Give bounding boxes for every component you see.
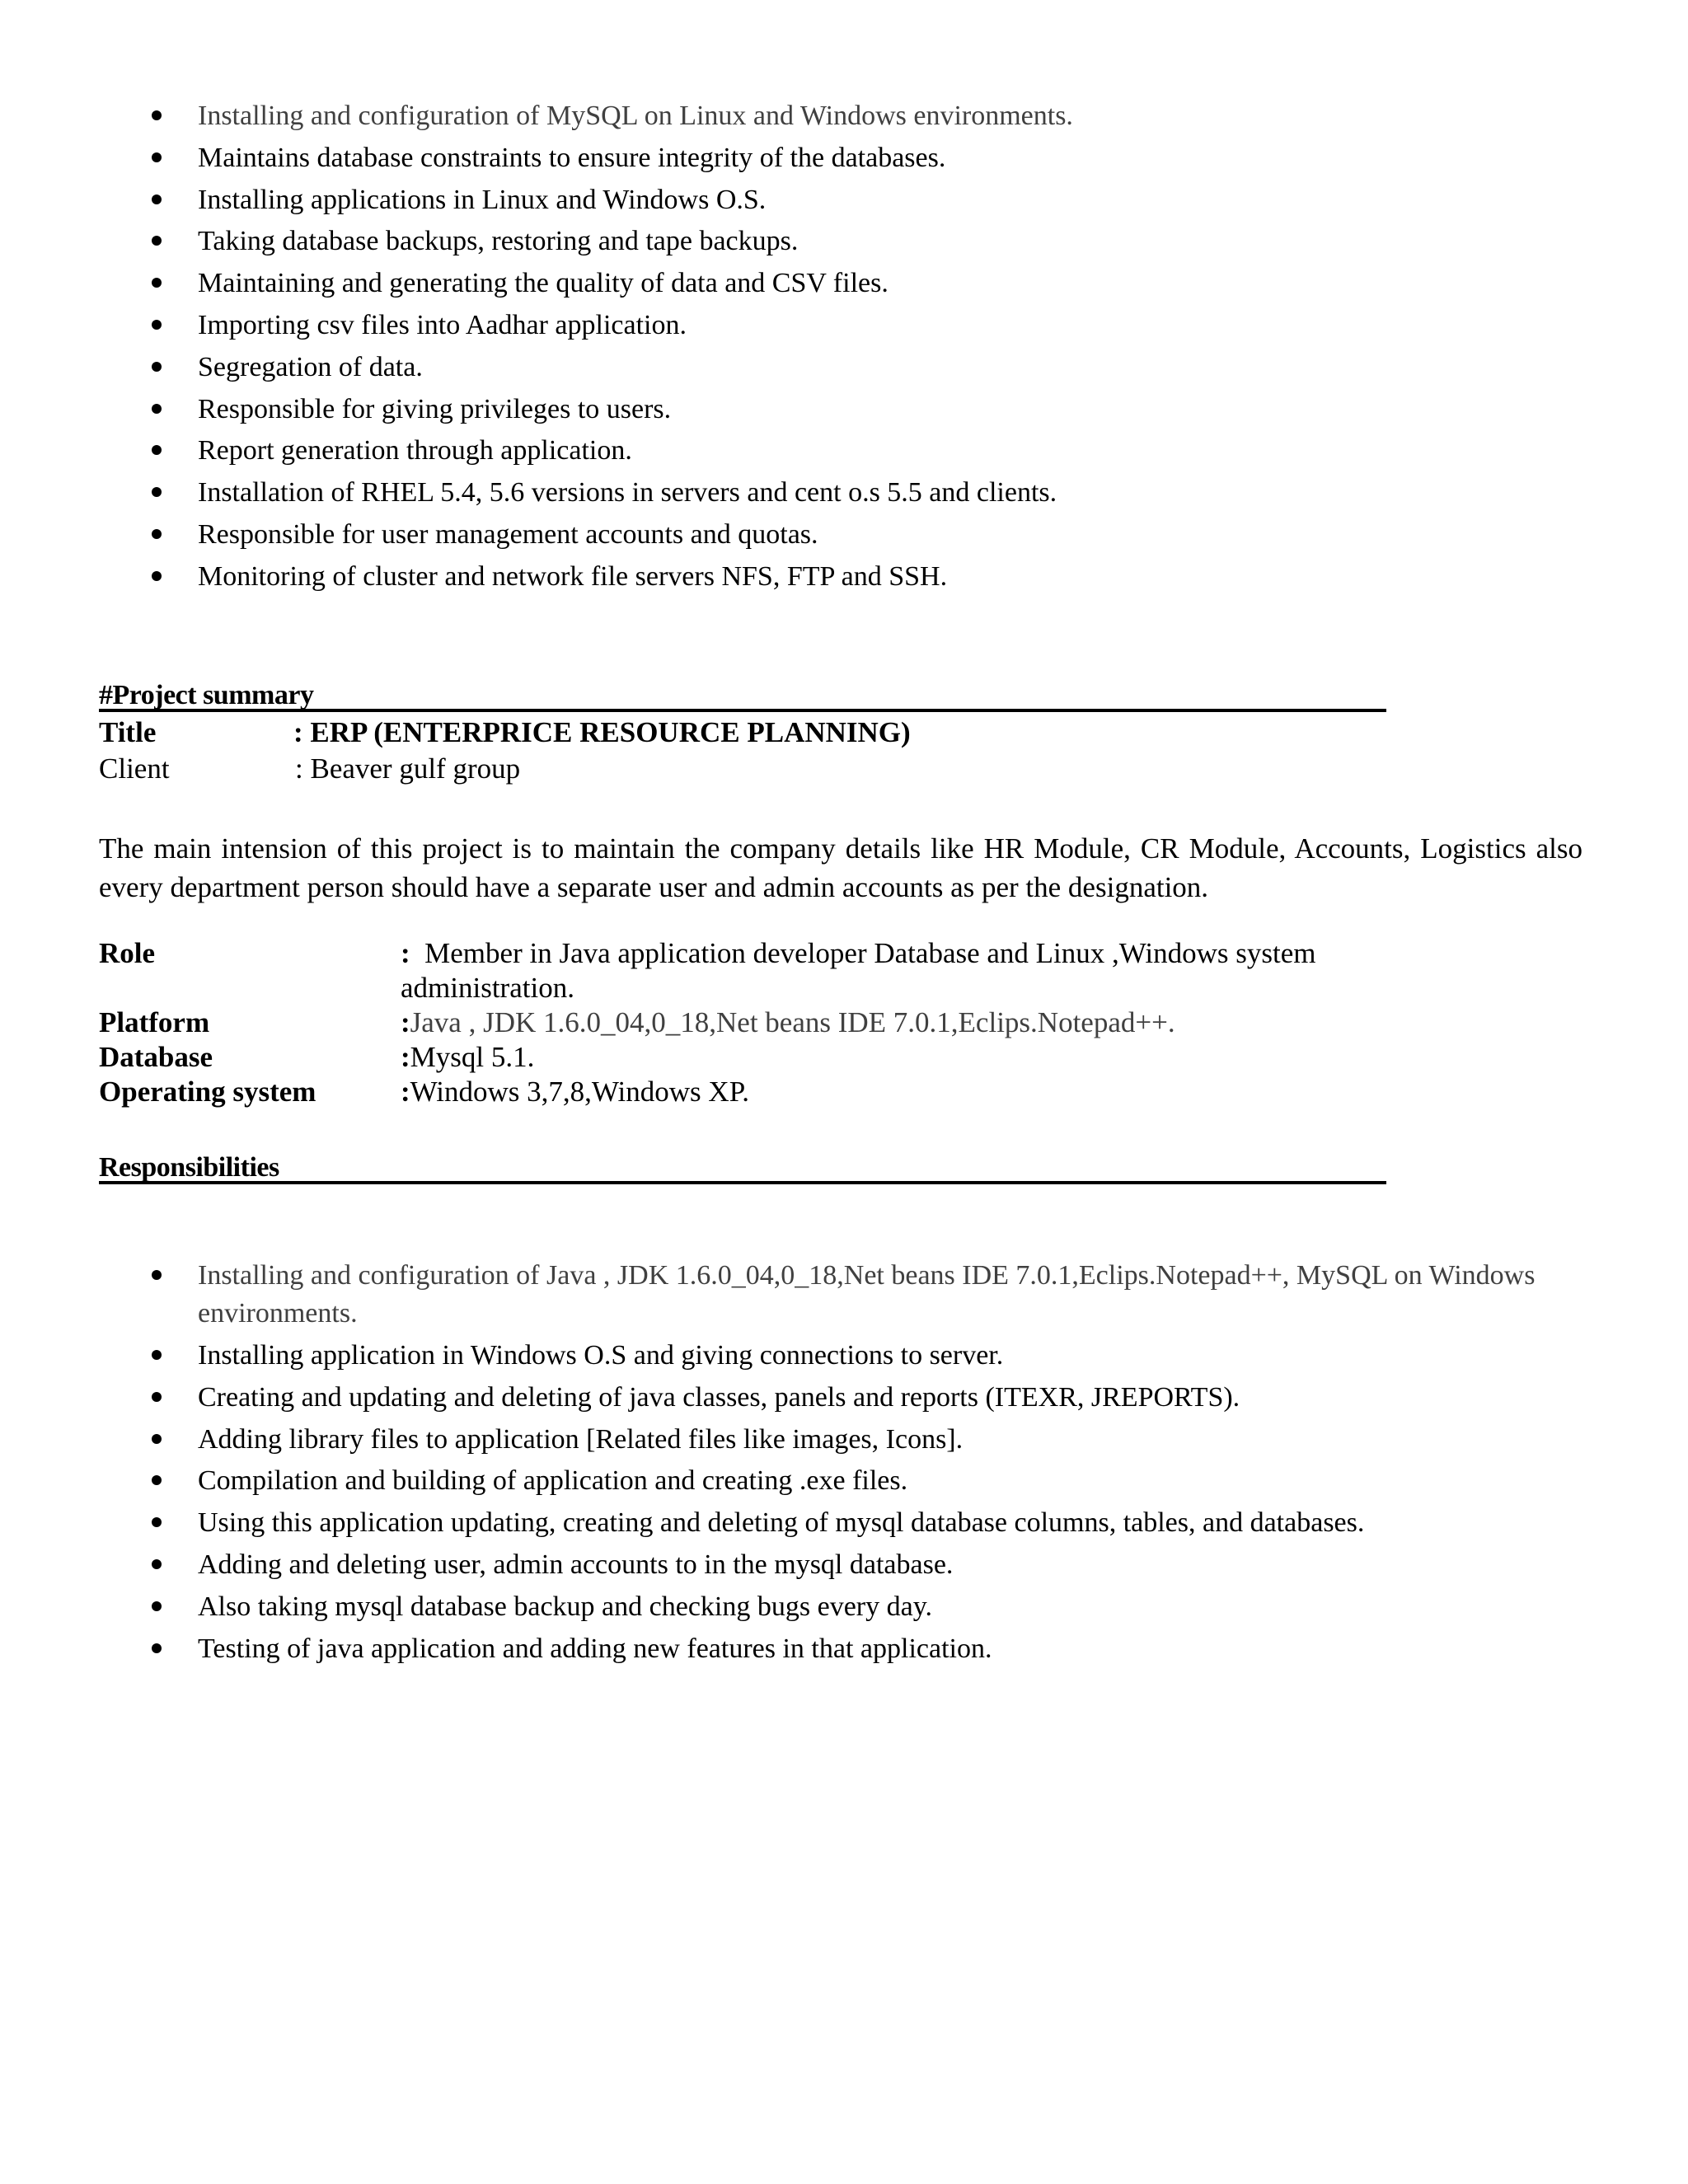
list-item [0, 1629, 1541, 1671]
list-item [0, 1460, 1541, 1502]
platform-value [401, 1005, 1175, 1040]
bullet-icon [152, 1517, 162, 1527]
list-item-text: Installing and configuration of MySQL on Linux and Windows environments. [198, 101, 1073, 131]
bullet-icon [152, 110, 162, 120]
project-description: The main intension of this project is to maintain the company details like HR Module, CR Module, Accounts, Logistics also every department person should have a separate user and admin accounts as per the designation. [99, 832, 1582, 903]
bullet-icon [152, 320, 162, 330]
bullet-icon [152, 529, 162, 539]
os-label: Operating system [99, 1076, 316, 1108]
list-item [0, 1544, 1541, 1586]
bullet-icon [152, 404, 162, 414]
list-item [0, 221, 1073, 263]
list-item-text: Segregation of data. [198, 351, 423, 382]
list-item [0, 1335, 1541, 1377]
list-item-text: Report generation through application. [198, 435, 632, 466]
list-item [0, 1255, 1541, 1335]
list-item-text: Maintains database constraints to ensure integrity of the databases. [198, 142, 946, 173]
bullet-icon [152, 1350, 162, 1360]
list-item [0, 430, 1073, 472]
list-item [0, 472, 1073, 514]
list-item [0, 389, 1073, 431]
list-item [0, 180, 1073, 222]
list-item [0, 138, 1073, 180]
bullet-icon [152, 1601, 162, 1611]
list-item [0, 96, 1073, 138]
client-label: Client [99, 752, 170, 785]
database-colon: : [401, 1041, 410, 1073]
list-item [0, 305, 1073, 347]
list-item [0, 1586, 1541, 1629]
title-value: : ERP (ENTERPRICE RESOURCE PLANNING) [293, 716, 911, 748]
role-value [401, 936, 1316, 971]
role-colon: : [401, 937, 410, 969]
list-item-text: Importing csv files into Aadhar application. [198, 309, 687, 340]
list-item-text: Installing applications in Linux and Windows O.S. [198, 184, 767, 215]
list-item [0, 263, 1073, 305]
bullet-icon [152, 236, 162, 246]
os-value [401, 1075, 749, 1109]
list-item-text: Installing application in Windows O.S and giving connections to server. [198, 1340, 1004, 1371]
bullet-icon [152, 1270, 162, 1280]
list-item-text: Maintaining and generating the quality of data and CSV files. [198, 268, 889, 299]
bullet-icon [152, 194, 162, 204]
list-item-text: Taking database backups, restoring and tape backups. [198, 226, 799, 257]
role-value-text: Member in Java application developer Database and Linux ,Windows system [424, 937, 1316, 969]
platform-colon: : [401, 1006, 410, 1038]
list-item-text: Monitoring of cluster and network file servers NFS, FTP and SSH. [198, 560, 948, 592]
list-item-text: Adding library files to application [Related files like images, Icons]. [198, 1423, 964, 1455]
list-item-text: Responsible for giving privileges to users. [198, 393, 672, 424]
database-value-text: Mysql 5.1. [410, 1041, 535, 1073]
list-item [0, 1419, 1541, 1461]
bullet-icon [152, 1392, 162, 1402]
list-item [0, 1377, 1541, 1419]
role-label: Role [99, 937, 156, 969]
os-colon: : [401, 1076, 410, 1108]
list-item-text: Using this application updating, creating and deleting of mysql database columns, tables, and databases. [198, 1507, 1365, 1539]
responsibilities-heading: Responsibilities [99, 1151, 1386, 1184]
bullet-icon [152, 571, 162, 581]
role-value-continuation: administration. [401, 972, 574, 1004]
experience-duties-list [0, 96, 1073, 598]
bullet-icon [152, 278, 162, 288]
list-item-text: Testing of java application and adding new features in that application. [198, 1633, 992, 1664]
list-item [0, 347, 1073, 389]
list-item [0, 556, 1073, 598]
bullet-icon [152, 152, 162, 162]
list-item [0, 514, 1073, 556]
list-item-text: Creating and updating and deleting of java classes, panels and reports (ITEXR, JREPORTS). [198, 1381, 1240, 1413]
bullet-icon [152, 1643, 162, 1653]
list-item-text: Compilation and building of application and creating .exe files. [198, 1465, 908, 1497]
responsibilities-list [0, 1255, 1541, 1670]
list-item-text: Also taking mysql database backup and checking bugs every day. [198, 1591, 932, 1622]
database-label: Database [99, 1041, 213, 1073]
list-item-text: Installation of RHEL 5.4, 5.6 versions in servers and cent o.s 5.5 and clients. [198, 477, 1057, 509]
os-value-text: Windows 3,7,8,Windows XP. [410, 1076, 750, 1108]
bullet-icon [152, 1475, 162, 1485]
bullet-icon [152, 1434, 162, 1444]
bullet-icon [152, 362, 162, 372]
list-item-text: Adding and deleting user, admin accounts to in the mysql database. [198, 1549, 954, 1580]
bullet-icon [152, 487, 162, 497]
bullet-icon [152, 445, 162, 455]
title-label: Title [99, 716, 157, 748]
list-item-text: Installing and configuration of Java , JDK 1.6.0_04,0_18,Net beans IDE 7.0.1,Eclips.Notepad++, MySQL on Windows environments. [198, 1260, 1536, 1329]
list-item [0, 1502, 1541, 1544]
bullet-icon [152, 1559, 162, 1569]
database-value [401, 1040, 534, 1075]
list-item-text: Responsible for user management accounts and quotas. [198, 518, 818, 550]
client-value: : Beaver gulf group [295, 752, 521, 785]
platform-label: Platform [99, 1006, 210, 1038]
platform-value-text: Java , JDK 1.6.0_04,0_18,Net beans IDE 7.0.1,Eclips.Notepad++. [410, 1006, 1175, 1038]
project-summary-heading: #Project summary [99, 679, 1386, 712]
